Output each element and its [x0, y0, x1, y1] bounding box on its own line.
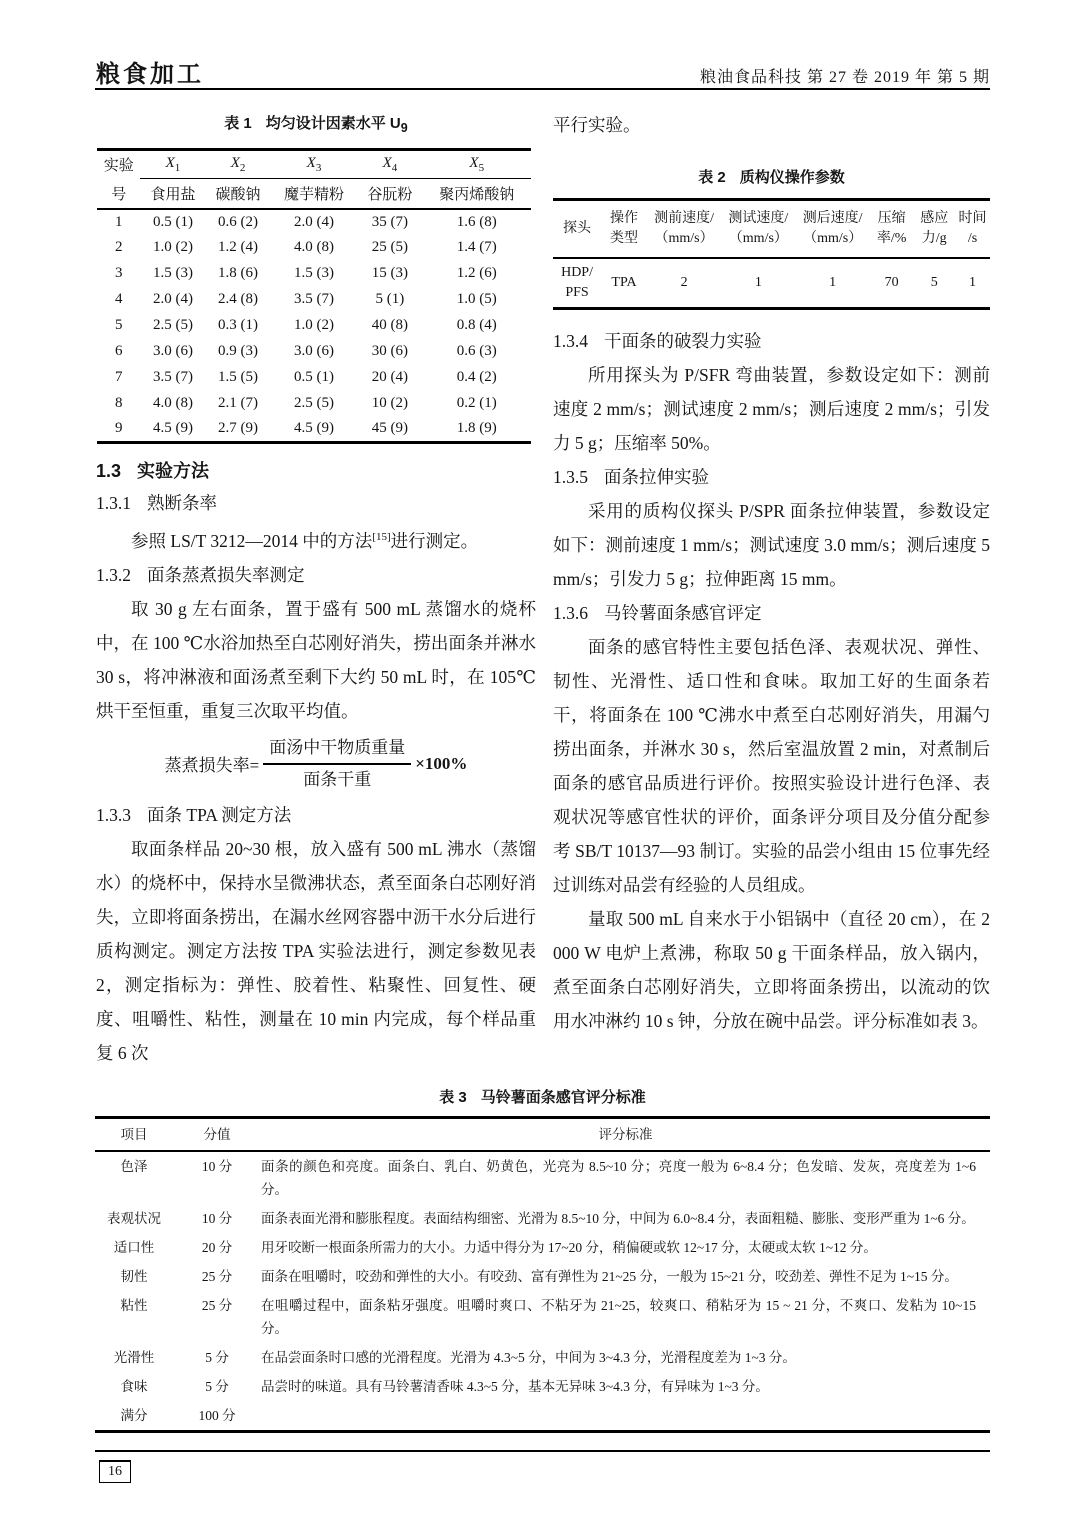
table1-symbol-row	[97, 150, 531, 179]
table2-caption	[553, 168, 990, 188]
header-rule	[95, 88, 990, 90]
table3-row: 韧性 25 分 面条在咀嚼时，咬劲和弹性的大小。有咬劲、富有弹性为 21~25 分，一般为 15~21 分，咬劲差、弹性不足为 1~15 分。	[120, 1269, 958, 1284]
heading-1-3-5: 1.3.5 面条拉伸实验	[553, 467, 709, 487]
table3-row: 食味 5 分 品尝时的味道。具有马铃薯清香味 4.3~5 分，基本无异味 3~4.3 分，有异味为 1~3 分。	[120, 1379, 769, 1394]
table2-header-row	[553, 200, 990, 259]
factor-symbol: $X_5$	[422, 150, 531, 179]
table2-header-compression: 压缩 率/%	[870, 200, 914, 259]
sensory-score-table	[95, 1116, 990, 1433]
texture-analyzer-table	[553, 198, 990, 310]
left-column	[96, 106, 536, 1070]
table3-row: 色泽 10 分 面条的颜色和亮度。面条白、乳白、奶黄色，光亮为 8.5~10 分；亮度一般为 6~8.4 分；色发暗、发灰，亮度差为 1~6 分。	[120, 1159, 976, 1197]
heading-1-3-3: 1.3.3 面条 TPA 测定方法	[96, 804, 292, 825]
journal-issue-info: 粮油食品科技 第 27 卷 2019 年 第 5 期	[699, 69, 990, 86]
table2-caption-text: 质构仪操作参数	[739, 169, 845, 186]
table3-header-score: 分值	[173, 1118, 261, 1152]
heading-1-3-2: 1.3.2 面条蒸煮损失率测定	[96, 564, 305, 585]
table3-row: 粘性 25 分 在咀嚼过程中，面条粘牙强度。咀嚼时爽口、不粘牙为 21~25，较爽口、稍粘牙为 15 ~ 21 分，不爽口、发粘为 10~15 分。	[120, 1298, 976, 1336]
table1-caption-text: 均匀设计因素水平 U	[265, 115, 401, 132]
table2-header-test-speed: 测试速度/ （mm/s）	[721, 200, 795, 259]
paragraph-1-3-2: 取 30 g 左右面条，置于盛有 500 mL 蒸馏水的烧杯中，在 100 ℃水浴加热至白芯刚好消失，捞出面条并淋水 30 s，将冲淋液和面汤煮至剩下大约 50 mL 时，在 105℃烘干至恒重，重复三次取平均值。	[96, 598, 536, 721]
table3-header-row	[95, 1118, 990, 1152]
formula-lhs: 蒸煮损失率=	[164, 756, 260, 776]
table2-data-row: HDP/ PFS TPA 2 1 1 70 5 1	[553, 258, 990, 309]
table1-exp-label-bottom: 号	[97, 179, 140, 209]
table2-header-time: 时间 /s	[955, 200, 990, 259]
table1-row: 8 4.0 (8) 2.1 (7) 2.5 (5) 10 (2) 0.2 (1)	[114, 395, 497, 411]
heading-1-3-6: 1.3.6 马铃薯面条感官评定	[553, 603, 762, 623]
table1-row: 7 3.5 (7) 1.5 (5) 0.5 (1) 20 (4) 0.4 (2)	[114, 369, 497, 385]
table1-caption-subscript: 9	[400, 121, 408, 135]
paragraph-1-3-3: 取面条样品 20~30 根，放入盛有 500 mL 沸水（蒸馏水）的烧杯中，保持水呈微沸状态，煮至面条白芯刚好消失，立即将面条捞出，在漏水丝网容器中沥干水分后进行质构测定。测定方法按 TPA 实验法进行，测定参数见表 2，测定指标为：弹性、胶着性、粘聚性、回复性、硬度、咀嚼性、粘性，测量在 10 min 内完成，每个样品重复 6 次	[96, 838, 536, 1063]
table1-exp-label-top: 实验	[103, 158, 134, 175]
paragraph-1-3-6b: 量取 500 mL 自来水于小铝锅中（直径 20 cm），在 2 000 W 电炉上煮沸，称取 50 g 干面条样品，放入锅内，煮至面条白芯刚好消失，立即将面条捞出，以流动的饮用水冲淋约 10 s 钟，分放在碗中品尝。评分标准如表 3。	[553, 909, 990, 1031]
table3-caption-label: 表 3	[439, 1089, 467, 1106]
table3-row: 光滑性 5 分 在品尝面条时口感的光滑程度。光滑为 4.3~5 分，中间为 3~4.3 分，光滑程度差为 1~3 分。	[113, 1350, 796, 1365]
right-column	[553, 106, 990, 1038]
table1-row: 2 1.0 (2) 1.2 (4) 4.0 (8) 25 (5) 1.4 (7)	[114, 239, 497, 255]
table1-caption	[96, 114, 536, 138]
probe-cell: HDP/ PFS	[561, 265, 593, 300]
table1-caption-label: 表 1	[224, 115, 252, 132]
table3-row: 表观状况 10 分 面条表面光滑和膨胀程度。表面结构细密、光滑为 8.5~10 分，中间为 6.0~8.4 分，表面粗糙、膨胀、变形严重为 1~6 分。	[107, 1211, 975, 1226]
table3-header-criteria: 评分标准	[261, 1118, 990, 1152]
formula-rhs: ×100%	[415, 753, 468, 773]
factor-name: 谷朊粉	[357, 179, 422, 209]
journal-section-label: 粮食加工	[96, 61, 204, 88]
paragraph-1-3-6a: 面条的感官特性主要包括色泽、表观状况、弹性、韧性、光滑性、适口性和食味。取加工好的生面条若干，将面条在 100 ℃沸水中煮至白芯刚好消失，用漏勺捞出面条，并淋水 30 s，然后室温放置 2 min，对煮制后面条的感官品质进行评价。按照实验设计进行色泽、表观状况等感官性状的评价，面条评分项目及分值分配参考 SB/T 10137—93 制订。实验的品尝小组由 15 位事先经过训练对品尝有经验的人员组成。	[553, 637, 990, 895]
formula-denominator: 面条干重	[303, 769, 372, 789]
table3-section	[95, 1088, 990, 1433]
paragraph-1-3-4: 所用探头为 P/SFR 弯曲装置，参数设定如下：测前速度 2 mm/s；测试速度 2 mm/s；测后速度 2 mm/s；引发力 5 g；压缩率 50%。	[553, 365, 990, 453]
factor-name: 碳酸钠	[206, 179, 271, 209]
table1-row: 4 2.0 (4) 2.4 (8) 3.5 (7) 5 (1) 1.0 (5)	[114, 291, 497, 307]
heading-1-3: 1.3 实验方法	[96, 461, 210, 481]
table2-header-posttest-speed: 测后速度/ （mm/s）	[796, 200, 870, 259]
table2-header-pretest-speed: 测前速度/ （mm/s）	[647, 200, 721, 259]
table2-header-trigger-force: 感应 力/g	[913, 200, 955, 259]
table2-header-mode: 操作 类型	[601, 200, 647, 259]
table2-caption-label: 表 2	[698, 169, 726, 186]
uniform-design-table	[97, 148, 531, 444]
table3-caption	[95, 1088, 990, 1108]
formula-fraction	[263, 735, 411, 793]
table1-name-row	[97, 179, 531, 209]
page-number: 16	[99, 1460, 131, 1483]
table1-row: 3 1.5 (3) 1.8 (6) 1.5 (3) 15 (3) 1.2 (6)	[114, 265, 497, 281]
citation-ref: [15]	[372, 531, 391, 543]
footer-rule	[95, 1450, 990, 1452]
paragraph-1-3-1: 参照 LS/T 3212—2014 中的方法[15]进行测定。	[131, 530, 479, 551]
factor-name: 聚丙烯酸钠	[422, 179, 531, 209]
factor-name: 食用盐	[140, 179, 205, 209]
table3-row: 适口性 20 分 用牙咬断一根面条所需力的大小。力适中得分为 17~20 分，稍偏硬或软 12~17 分，太硬或太软 1~12 分。	[113, 1240, 877, 1255]
table1-row: 5 2.5 (5) 0.3 (1) 1.0 (2) 40 (8) 0.8 (4)	[114, 317, 497, 333]
cooking-loss-formula	[96, 733, 536, 795]
heading-1-3-4: 1.3.4 干面条的破裂力实验	[553, 331, 762, 351]
formula-numerator: 面汤中干物质重量	[263, 735, 411, 765]
table1-row: 6 3.0 (6) 0.9 (3) 3.0 (6) 30 (6) 0.6 (3)	[114, 343, 497, 359]
table2-header-probe: 探头	[553, 200, 601, 259]
heading-1-3-1: 1.3.1 熟断条率	[96, 493, 217, 513]
paragraph-1-3-5: 采用的质构仪探头 P/SPR 面条拉伸装置，参数设定如下：测前速度 1 mm/s；测试速度 3.0 mm/s；测后速度 5 mm/s；引发力 5 g；拉伸距离 15 mm。	[553, 501, 990, 589]
factor-symbol: $X_4$	[357, 150, 422, 179]
factor-symbol: $X_2$	[206, 150, 271, 179]
table3-header-item: 项目	[95, 1118, 173, 1152]
factor-symbol: $X_1$	[140, 150, 205, 179]
table3-row: 满分 100 分	[120, 1408, 236, 1423]
factor-name: 魔芋精粉	[271, 179, 358, 209]
factor-symbol: $X_3$	[271, 150, 358, 179]
table1-row: 1 0.5 (1) 0.6 (2) 2.0 (4) 35 (7) 1.6 (8)	[114, 213, 497, 230]
table1-row: 9 4.5 (9) 2.7 (9) 4.5 (9) 45 (9) 1.8 (9)	[114, 420, 497, 437]
continuation-text: 平行实验。	[553, 115, 641, 135]
table3-caption-text: 马铃薯面条感官评分标准	[480, 1089, 646, 1106]
